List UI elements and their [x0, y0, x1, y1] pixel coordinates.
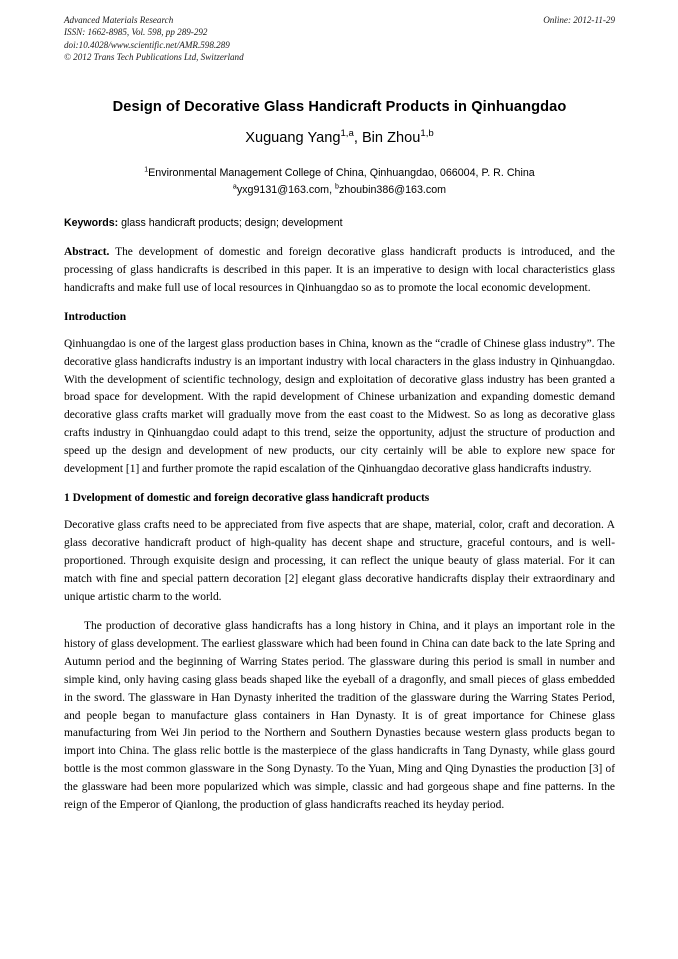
email-line	[64, 182, 615, 199]
email-address-2: zhoubin386@163.com	[338, 184, 447, 197]
author-affiliation-marker-1: 1,a	[340, 128, 354, 140]
doi-line: doi:10.4028/www.scientific.net/AMR.598.289	[64, 39, 230, 50]
email-marker-b: b	[335, 183, 339, 191]
email-address-1: yxg9131@163.com	[236, 184, 330, 197]
affiliation-marker: 1	[144, 166, 149, 174]
affiliation-line	[64, 165, 615, 182]
introduction-paragraph-1: Qinhuangdao is one of the largest glass production bases in China, known as the “cradle of Chinese glass industry”. The decorative glass handicrafts industry is an important industry with local characters in the glass industry in Qinhuangdao. With the development of scientific technology, design and exploitation of decorative glass industry has been granted a broad space for development. With the rapid development of Chinese urbanization and expanding domestic demand decorative glass crafts market will gradually move from the east coast to the Midwest. So as long as decorative glass crafts industry in Qinhuangdao could adapt to this trend, seize the opportunity, adjust the structure of production and speed up the design and development of new products, our city certainly will be able to explore new space for development [1] and further promote the rapid escalation of the Qinhuangdao decorative glass handicrafts industry.	[64, 337, 615, 476]
journal-name: Advanced Materials Research	[64, 15, 174, 25]
section1-paragraph-1: Decorative glass crafts need to be appreciated from five aspects that are shape, material, color, craft and decoration. A glass decorative handicraft product of high-quality has decent shape and structure, graceful contours, and is well-proportioned. Through exquisite design and processing, it can reflect the unique beauty of glass material. For it can match with fine and special pattern decoration [2] elegant glass decorative handicrafts display their extraordinary and unique artistic charm to the world.	[64, 518, 615, 603]
section-heading-1: 1 Dvelopment of domestic and foreign decorative glass handicraft products	[64, 492, 430, 505]
author-name-2: Bin Zhou	[361, 130, 421, 146]
author-line	[64, 128, 615, 148]
section-heading-introduction: Introduction	[64, 311, 127, 324]
online-date: Online: 2012-11-29	[543, 15, 615, 25]
author-separator: ,	[353, 130, 362, 146]
affiliation-text: Environmental Management College of China, Qinhuangdao, 066004, P. R. China	[148, 167, 535, 179]
email-marker-a: a	[232, 183, 237, 191]
issn-line: ISSN: 1662-8985, Vol. 598, pp 289-292	[64, 27, 208, 38]
author-affiliation-marker-2: 1,b	[420, 128, 434, 140]
affiliation-block	[64, 165, 615, 200]
abstract-label: Abstract.	[64, 246, 110, 258]
keywords-line	[64, 216, 615, 231]
journal-header	[64, 14, 615, 64]
page-title: Design of Decorative Glass Handicraft Products in Qinhuangdao	[112, 98, 567, 115]
email-separator: ,	[329, 184, 336, 197]
keywords-value: glass handicraft products; design; development	[118, 217, 343, 229]
author-name-1: Xuguang Yang	[245, 130, 341, 146]
abstract-text: The development of domestic and foreign decorative glass handicraft products is introduced, and the processing of glass handicrafts is described in this paper. It is an imperative to design with local characteristics glass handicrafts and make full use of local resources in Qinhuangdao so as to promote the local economic development.	[64, 246, 615, 294]
abstract-paragraph	[64, 244, 615, 298]
section1-paragraph-2: The production of decorative glass handicrafts has a long history in China, and it plays an important role in the history of glass development. The earliest glassware which had been found in China can date back to the late Spring and Autumn period and the beginning of Warring States period. The glassware during this period is small in number and simple kind, only having casing glass beads shaped like the eyeball of a dragonfly, and small pieces of glass embedded in the sword. The glassware in Han Dynasty inherited the tradition of the glassware during the Warring States Period, and people began to manufacture glass containers in Han Dynasty. It is of great importance for Chinese glass manufacturing from Wei Jin period to the Northern and Southern Dynasties because western glass products began to import into China. The glass relic bottle is the masterpiece of the glass handicrafts in Tang Dynasty, while glass gourd bottle is the most common glassware in the Song Dynasty. To the Yuan, Ming and Qing Dynasties the production [3] of the glassware had been more popularized which was simple, classic and had gorgeous shape and fine patterns. In the reign of the Emperor of Qianlong, the production of glass handicrafts reached its heyday period.	[64, 620, 615, 812]
keywords-label: Keywords:	[64, 217, 119, 229]
journal-name-row	[64, 14, 615, 26]
paper-body	[64, 216, 615, 826]
copyright-line: © 2012 Trans Tech Publications Ltd, Switzerland	[64, 52, 244, 63]
